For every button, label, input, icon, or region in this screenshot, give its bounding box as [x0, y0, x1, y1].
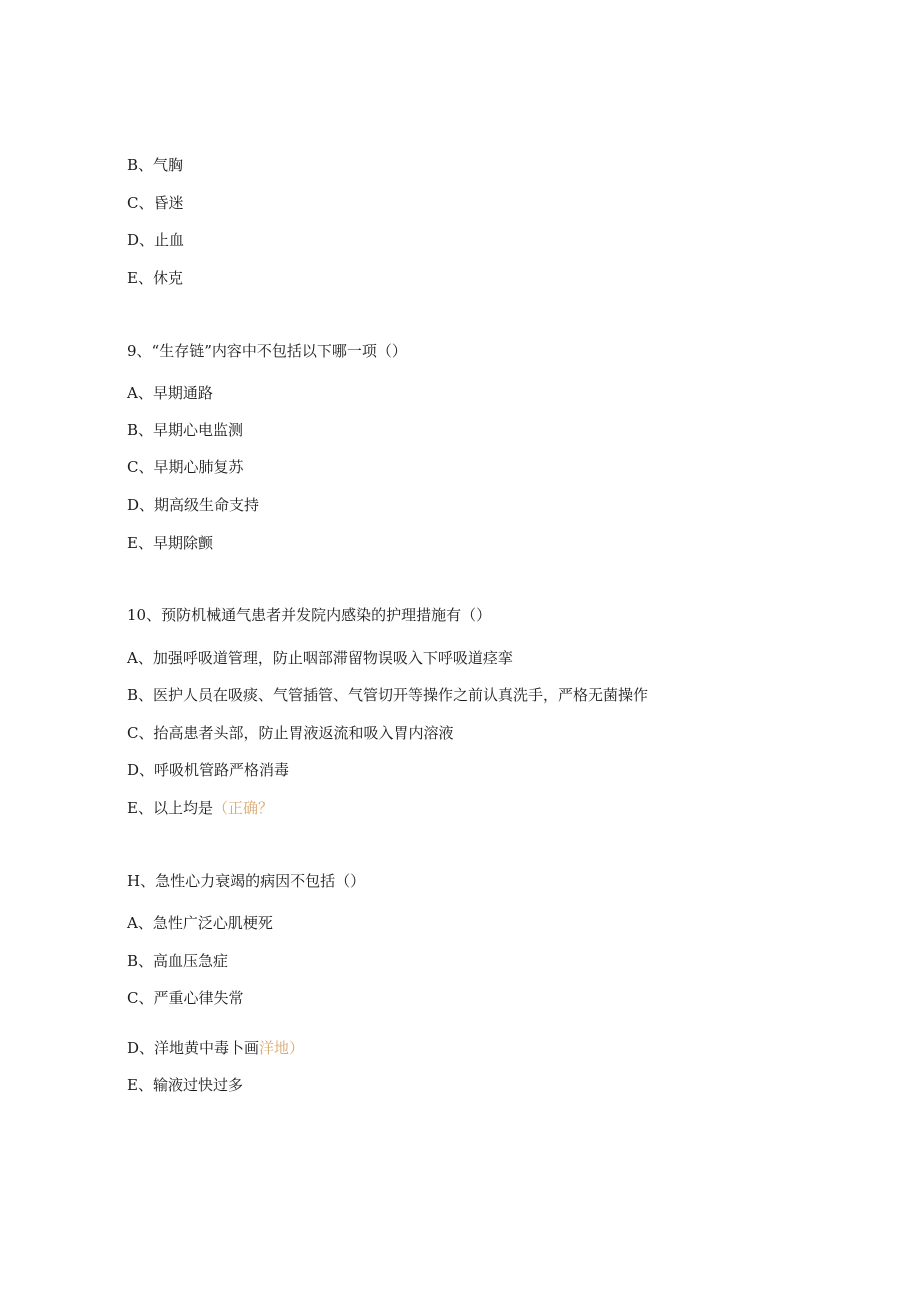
- option-c-q10: C、抬高患者头部，防止胃液返流和吸入胃内溶液: [127, 724, 454, 742]
- option-e-q9: E、早期除颤: [127, 534, 213, 552]
- option-b-q10: B、医护人员在吸痰、气管插管、气管切开等操作之前认真洗手，严格无菌操作: [127, 686, 649, 704]
- option-c-q9: C、早期心肺复苏: [127, 458, 244, 476]
- option-b-q9: B、早期心电监测: [127, 421, 244, 439]
- option-d-q11: D、洋地黄中毒卜画洋地）: [127, 1039, 305, 1057]
- option-a-q9: A、早期通路: [127, 384, 213, 402]
- question-10: 10、预防机械通气患者并发院内感染的护理措施有（）: [127, 606, 492, 624]
- option-e-q8: E、休克: [127, 269, 183, 287]
- option-d-q9: D、期高级生命支持: [127, 496, 260, 514]
- option-e-q10: E、以上均是（正确？: [127, 799, 273, 817]
- option-e-q11: E、输液过快过多: [127, 1076, 243, 1094]
- option-a-q11: A、急性广泛心肌梗死: [127, 914, 273, 932]
- option-b-q8: B、气胸: [127, 156, 184, 174]
- question-11: H、急性心力衰竭的病因不包括（）: [127, 872, 366, 890]
- option-d-q8: D、止血: [127, 231, 185, 249]
- option-a-q10: A、加强呼吸道管理，防止咽部滞留物误吸入下呼吸道痉挛: [127, 649, 513, 667]
- option-c-q8: C、昏迷: [127, 194, 184, 212]
- option-d-q10: D、呼吸机管路严格消毒: [127, 761, 290, 779]
- option-c-q11: C、严重心律失常: [127, 989, 244, 1007]
- question-9: 9、“生存链”内容中不包括以下哪一项（）: [127, 342, 407, 360]
- option-b-q11: B、高血压急症: [127, 952, 229, 970]
